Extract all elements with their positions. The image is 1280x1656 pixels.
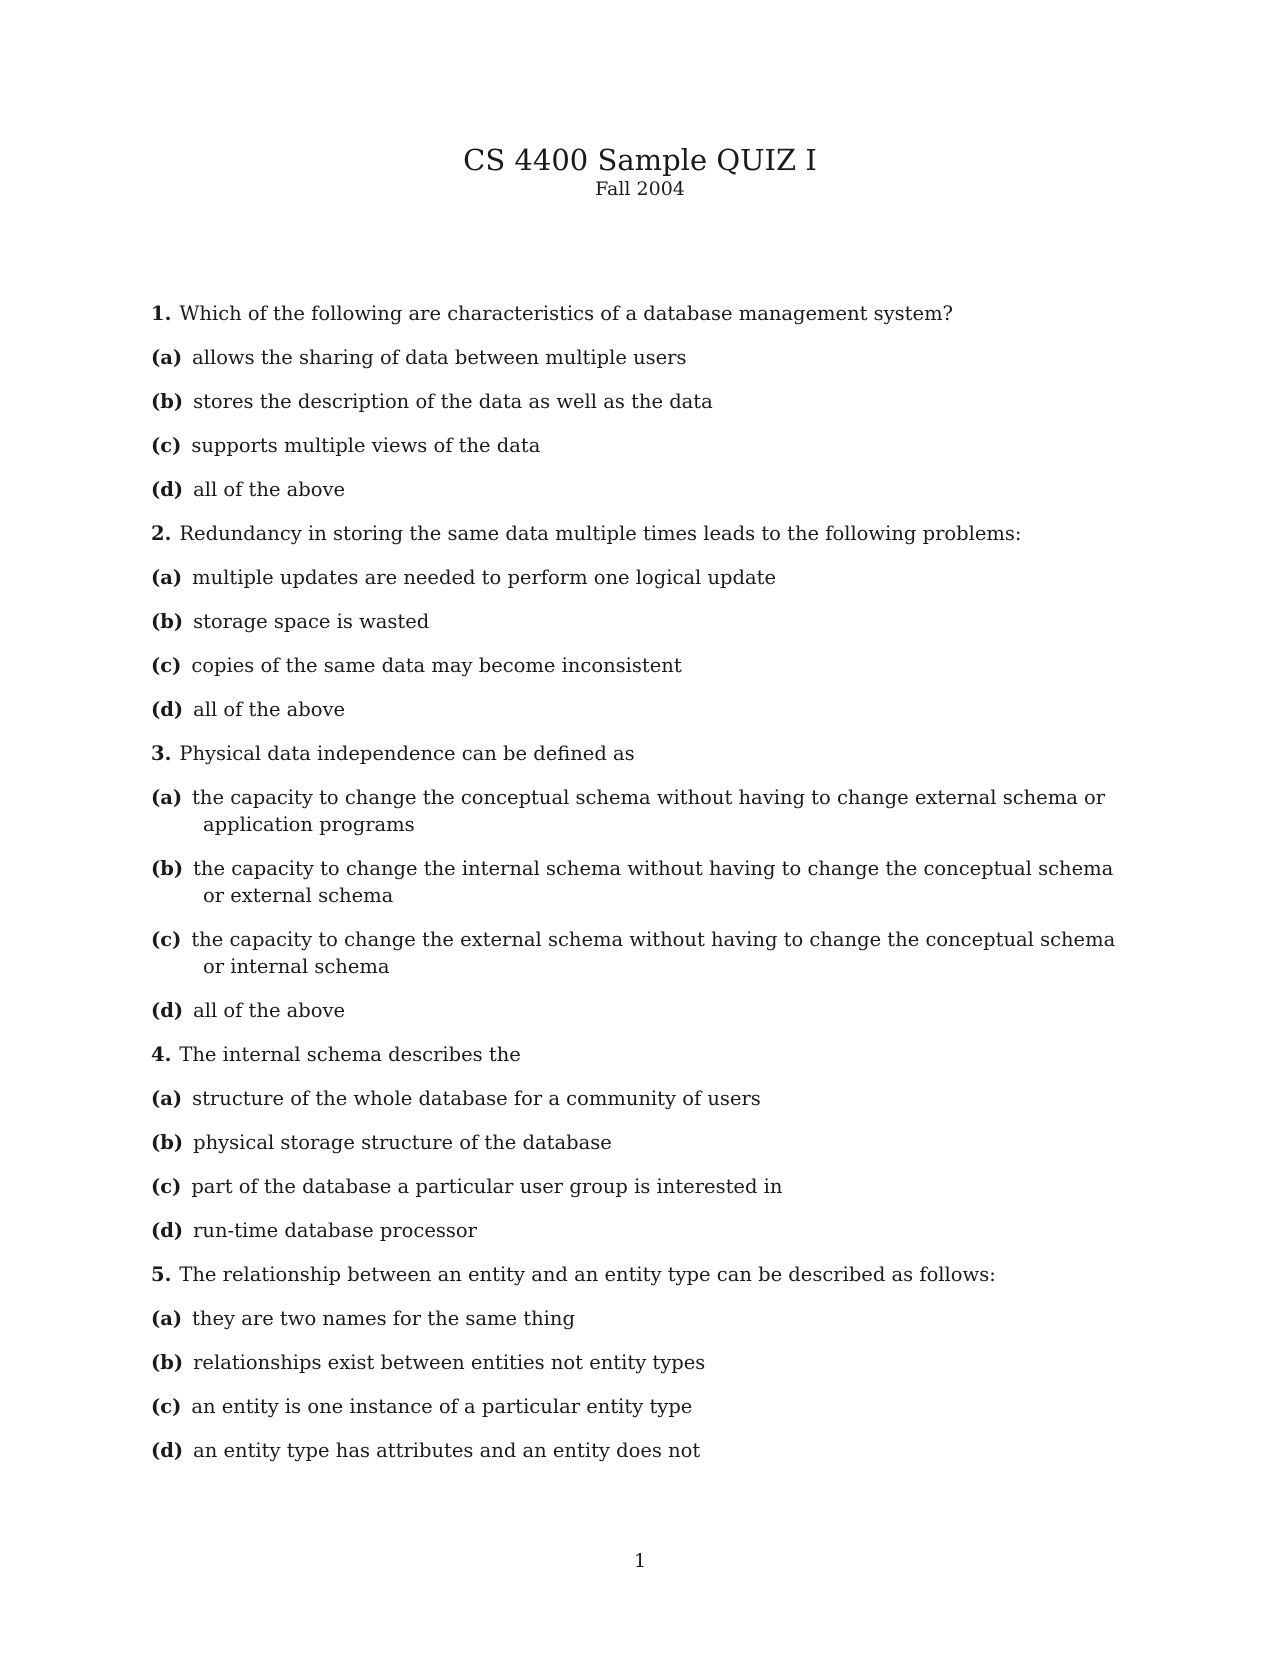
option-text: relationships exist between entities not entity types: [193, 1351, 706, 1374]
option-text: all of the above: [193, 999, 346, 1022]
option-label: (b): [151, 1131, 184, 1154]
option-text: the capacity to change the conceptual schema without having to change external schema or application programs: [192, 786, 1106, 836]
option-text: all of the above: [193, 478, 346, 501]
option-2a: [151, 564, 1136, 591]
question-text: Redundancy in storing the same data multiple times leads to the following problems:: [179, 522, 1022, 545]
question-number: 4.: [151, 1043, 172, 1066]
question-number: 1.: [151, 302, 172, 325]
option-text: an entity type has attributes and an entity does not: [193, 1439, 701, 1462]
page-title: CS 4400 Sample QUIZ I: [463, 143, 817, 177]
question-text: The internal schema describes the: [179, 1043, 521, 1066]
option-label: (b): [151, 390, 184, 413]
option-2b: [151, 608, 1136, 635]
option-label: (a): [151, 1307, 183, 1330]
option-label: (d): [151, 1439, 184, 1462]
option-3b: [151, 855, 1136, 909]
option-label: (a): [151, 786, 183, 809]
option-label: (b): [151, 857, 184, 880]
option-text: stores the description of the data as well as the data: [193, 390, 713, 413]
option-text: they are two names for the same thing: [192, 1307, 575, 1330]
option-2d: [151, 696, 1136, 723]
option-5b: [151, 1349, 1136, 1376]
option-3d: [151, 997, 1136, 1024]
option-text: supports multiple views of the data: [191, 434, 541, 457]
option-text: physical storage structure of the database: [193, 1131, 612, 1154]
option-text: structure of the whole database for a community of users: [192, 1087, 761, 1110]
page-number: 1: [633, 1550, 647, 1572]
question-text: Physical data independence can be defined as: [179, 742, 635, 765]
option-text: part of the database a particular user group is interested in: [191, 1175, 783, 1198]
question-number: 3.: [151, 742, 172, 765]
page-subtitle: Fall 2004: [595, 178, 685, 200]
option-label: (a): [151, 566, 183, 589]
option-5a: [151, 1305, 1136, 1332]
question-2: [151, 520, 1136, 547]
option-text: the capacity to change the internal schema without having to change the conceptual schema or external schema: [193, 857, 1114, 907]
option-1d: [151, 476, 1136, 503]
option-1a: [151, 344, 1136, 371]
option-4b: [151, 1129, 1136, 1156]
option-label: (b): [151, 1351, 184, 1374]
option-4c: [151, 1173, 1136, 1200]
option-label: (c): [151, 928, 182, 951]
question-text: Which of the following are characteristics of a database management system?: [179, 302, 954, 325]
option-3c: [151, 926, 1136, 980]
option-label: (c): [151, 434, 182, 457]
option-5d: [151, 1437, 1136, 1464]
option-text: copies of the same data may become inconsistent: [191, 654, 682, 677]
option-label: (c): [151, 1395, 182, 1418]
option-text: the capacity to change the external schema without having to change the conceptual schema or internal schema: [191, 928, 1116, 978]
option-text: storage space is wasted: [193, 610, 430, 633]
option-1b: [151, 388, 1136, 415]
question-text: The relationship between an entity and an entity type can be described as follows:: [179, 1263, 996, 1286]
question-number: 2.: [151, 522, 172, 545]
option-label: (c): [151, 1175, 182, 1198]
option-4d: [151, 1217, 1136, 1244]
option-text: an entity is one instance of a particular entity type: [191, 1395, 693, 1418]
option-text: multiple updates are needed to perform one logical update: [192, 566, 776, 589]
option-label: (c): [151, 654, 182, 677]
option-4a: [151, 1085, 1136, 1112]
option-1c: [151, 432, 1136, 459]
option-label: (b): [151, 610, 184, 633]
option-label: (a): [151, 1087, 183, 1110]
question-3: [151, 740, 1136, 767]
option-3a: [151, 784, 1136, 838]
question-5: [151, 1261, 1136, 1288]
option-label: (d): [151, 478, 184, 501]
option-label: (d): [151, 999, 184, 1022]
question-number: 5.: [151, 1263, 172, 1286]
option-2c: [151, 652, 1136, 679]
option-text: allows the sharing of data between multiple users: [192, 346, 687, 369]
option-text: run-time database processor: [193, 1219, 477, 1242]
quiz-content: [151, 300, 1136, 1481]
option-label: (d): [151, 698, 184, 721]
question-4: [151, 1041, 1136, 1068]
option-text: all of the above: [193, 698, 346, 721]
title-block: [0, 143, 1280, 201]
option-label: (d): [151, 1219, 184, 1242]
question-1: [151, 300, 1136, 327]
option-label: (a): [151, 346, 183, 369]
option-5c: [151, 1393, 1136, 1420]
